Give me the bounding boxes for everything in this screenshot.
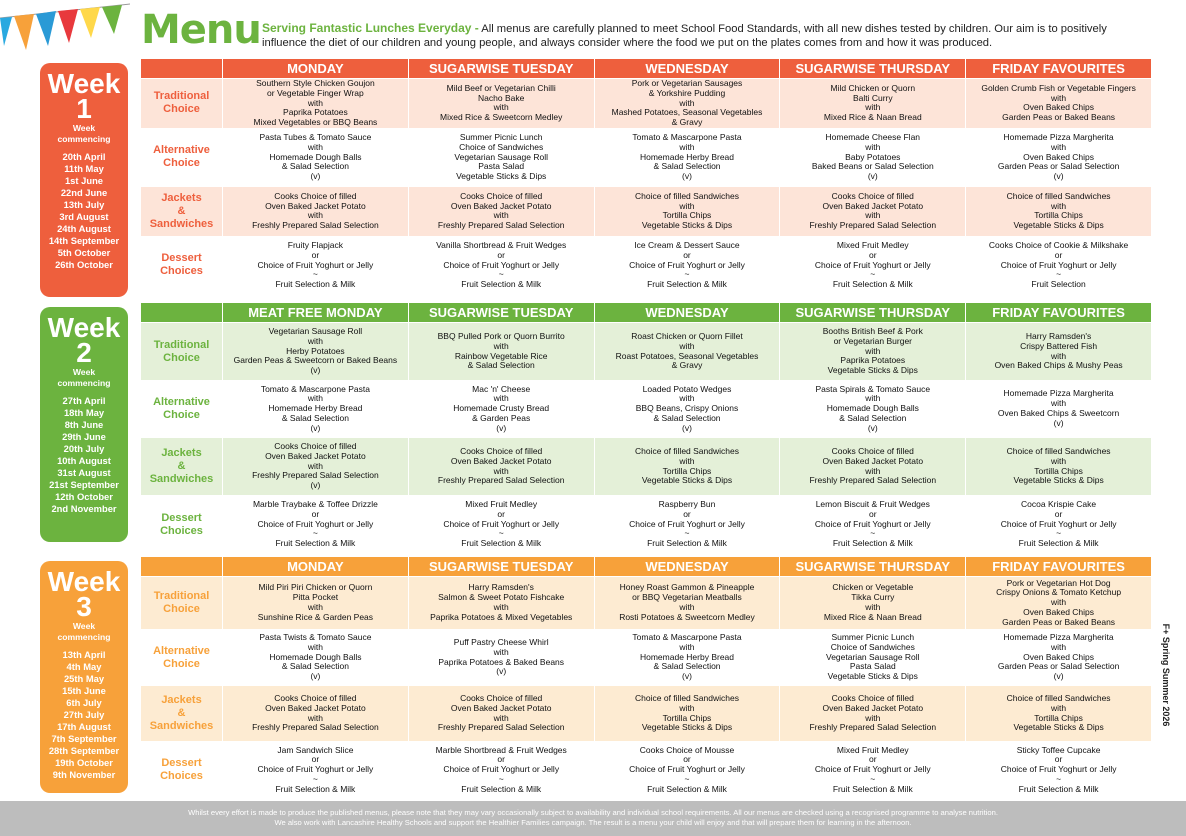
menu-cell: Choice of filled Sandwiches with Tortilla Chips Vegetable Sticks & Dips [966, 686, 1152, 742]
menu-cell: Pork or Vegetarian Sausages & Yorkshire Pudding with Mashed Potatoes, Seasonal Vegetables & Gravy [594, 79, 780, 129]
menu-row [141, 186, 1152, 236]
intro-body: All menus are carefully planned to meet School Food Standards, with all new dishes tested by children. Our aim is to positively influence the diet of our children and young people, and always consider where the food we put on the plates comes from and how it was produced. [262, 23, 1107, 49]
week-date: 19th October [55, 757, 113, 768]
week-number: 1 [76, 93, 92, 124]
menu-cell: Tomato & Mascarpone Pasta with Homemade Herby Bread & Salad Selection (v) [594, 630, 780, 686]
week-date: 24th August [57, 223, 111, 234]
week-date: 15th June [62, 685, 106, 696]
week-date: 26th October [55, 259, 113, 270]
menu-cell: Homemade Pizza Margherita with Oven Baked Chips Garden Peas or Salad Selection (v) [966, 630, 1152, 686]
week-3-panel [40, 561, 128, 793]
week-date: 27th July [63, 709, 105, 720]
menu-cell: Choice of filled Sandwiches with Tortilla Chips Vegetable Sticks & Dips [594, 186, 780, 236]
menu-cell: Cooks Choice of Mousse or Choice of Fruit Yoghurt or Jelly ~ Fruit Selection & Milk [594, 742, 780, 799]
day-header: SUGARWISE TUESDAY [408, 303, 594, 323]
menu-cell: Sticky Toffee Cupcake or Choice of Fruit Yoghurt or Jelly ~ Fruit Selection & Milk [966, 742, 1152, 799]
week-2-panel [40, 307, 128, 542]
row-label: Alternative Choice [141, 630, 223, 686]
day-header-row [141, 59, 1152, 79]
menu-row [141, 742, 1152, 799]
day-header: MEAT FREE MONDAY [223, 303, 409, 323]
menu-cell: Homemade Pizza Margherita with Oven Baked Chips Garden Peas or Salad Selection (v) [966, 128, 1152, 186]
menu-cell: Ice Cream & Dessert Sauce or Choice of Fruit Yoghurt or Jelly ~ Fruit Selection & Milk [594, 236, 780, 294]
week-number: 3 [76, 591, 92, 622]
menu-cell: Harry Ramsden's Crispy Battered Fish with Oven Baked Chips & Mushy Peas [966, 323, 1152, 381]
week-date: 4th May [66, 661, 102, 672]
day-header: SUGARWISE TUESDAY [408, 59, 594, 79]
week-date: 12th October [55, 491, 113, 502]
season-label: F+ Spring Summer 2026 [1161, 623, 1171, 727]
row-label: Traditional Choice [141, 577, 223, 630]
menu-cell: Marble Traybake & Toffee Drizzle or Choice of Fruit Yoghurt or Jelly ~ Fruit Selection & Milk [223, 496, 409, 554]
menu-cell: Mild Chicken or Quorn Balti Curry with Mixed Rice & Naan Bread [780, 79, 966, 129]
day-header: FRIDAY FAVOURITES [966, 59, 1152, 79]
week-date: 13th July [63, 199, 105, 210]
menu-cell: Mild Beef or Vegetarian Chilli Nacho Bake with Mixed Rice & Sweetcorn Medley [408, 79, 594, 129]
row-label: Dessert Choices [141, 742, 223, 799]
menu-cell: Loaded Potato Wedges with BBQ Beans, Crispy Onions & Salad Selection (v) [594, 381, 780, 438]
week-date: 17th August [57, 721, 111, 732]
menu-cell: Cooks Choice of filled Oven Baked Jacket Potato with Freshly Prepared Salad Selection [223, 686, 409, 742]
menu-cell: Choice of filled Sandwiches with Tortilla Chips Vegetable Sticks & Dips [594, 686, 780, 742]
row-label: Alternative Choice [141, 128, 223, 186]
menu-cell: Mac 'n' Cheese with Homemade Crusty Bread & Garden Peas (v) [408, 381, 594, 438]
week-date: 5th October [57, 247, 111, 258]
week-date: 8th June [64, 419, 104, 430]
menu-cell: Summer Picnic Lunch Choice of Sandwiches Vegetarian Sausage Roll Pasta Salad Vegetable Sticks & Dips [780, 630, 966, 686]
menu-row [141, 496, 1152, 554]
menu-cell: Honey Roast Gammon & Pineapple or BBQ Vegetarian Meatballs with Rosti Potatoes & Sweetcorn Medley [594, 577, 780, 630]
day-header: FRIDAY FAVOURITES [966, 557, 1152, 577]
menu-cell: Mild Piri Piri Chicken or Quorn Pitta Pocket with Sunshine Rice & Garden Peas [223, 577, 409, 630]
menu-cell: Cooks Choice of filled Oven Baked Jacket Potato with Freshly Prepared Salad Selection [780, 686, 966, 742]
row-label: Traditional Choice [141, 79, 223, 129]
menu-cell: Vegetarian Sausage Roll with Herby Potatoes Garden Peas & Sweetcorn or Baked Beans (v) [223, 323, 409, 381]
day-header: WEDNESDAY [594, 303, 780, 323]
menu-row [141, 323, 1152, 381]
menu-cell: Homemade Cheese Flan with Baby Potatoes Baked Beans or Salad Selection (v) [780, 128, 966, 186]
menu-cell: Harry Ramsden's Salmon & Sweet Potato Fishcake with Paprika Potatoes & Mixed Vegetables [408, 577, 594, 630]
day-header: SUGARWISE THURSDAY [780, 303, 966, 323]
week-1-panel [40, 63, 128, 297]
day-header: WEDNESDAY [594, 557, 780, 577]
week-date: 6th July [66, 697, 102, 708]
day-header: SUGARWISE TUESDAY [408, 557, 594, 577]
day-header-row [141, 303, 1152, 323]
menu-cell: Cooks Choice of filled Oven Baked Jacket Potato with Freshly Prepared Salad Selection [780, 438, 966, 496]
day-header: MONDAY [223, 59, 409, 79]
menu-cell: Marble Shortbread & Fruit Wedges or Choice of Fruit Yoghurt or Jelly ~ Fruit Selection & Milk [408, 742, 594, 799]
menu-cell: Booths British Beef & Pork or Vegetarian Burger with Paprika Potatoes Vegetable Sticks & Dips [780, 323, 966, 381]
menu-cell: Mixed Fruit Medley or Choice of Fruit Yoghurt or Jelly ~ Fruit Selection & Milk [408, 496, 594, 554]
week-date: 2nd November [51, 503, 117, 514]
row-label: Dessert Choices [141, 496, 223, 554]
menu-cell: Southern Style Chicken Goujon or Vegetable Finger Wrap with Paprika Potatoes Mixed Vegetables or BBQ Beans [223, 79, 409, 129]
week-date: 7th September [51, 733, 117, 744]
menu-cell: Cooks Choice of filled Oven Baked Jacket Potato with Freshly Prepared Salad Selection [408, 686, 594, 742]
menu-logo: Menu [141, 7, 261, 53]
menu-row [141, 686, 1152, 742]
week-date: 11th May [64, 163, 104, 174]
week-title: Week [47, 566, 121, 597]
menu-cell: Cooks Choice of filled Oven Baked Jacket Potato with Freshly Prepared Salad Selection [780, 186, 966, 236]
row-label: Dessert Choices [141, 236, 223, 294]
menu-cell: Vanilla Shortbread & Fruit Wedges or Choice of Fruit Yoghurt or Jelly ~ Fruit Selection & Milk [408, 236, 594, 294]
week-date: 27th April [62, 395, 106, 406]
row-label: Jackets & Sandwiches [141, 438, 223, 496]
week-date: 10th August [57, 455, 111, 466]
week-commencing-label: Week commencing [57, 621, 111, 642]
menu-cell: Tomato & Mascarpone Pasta with Homemade Herby Bread & Salad Selection (v) [594, 128, 780, 186]
menu-cell: Lemon Biscuit & Fruit Wedges or Choice of Fruit Yoghurt or Jelly ~ Fruit Selection & Milk [780, 496, 966, 554]
footer-line-1: Whilst every effort is made to produce the published menus, please note that they may vary occasionally subject to availability and individual school requirements. All our menus are checked using a recognised programme to analyse nutrition. [188, 808, 998, 817]
menu-cell: Choice of filled Sandwiches with Tortilla Chips Vegetable Sticks & Dips [594, 438, 780, 496]
day-header: WEDNESDAY [594, 59, 780, 79]
menu-cell: Tomato & Mascarpone Pasta with Homemade Herby Bread & Salad Selection (v) [223, 381, 409, 438]
week-date: 21st September [49, 479, 119, 490]
menu-row [141, 577, 1152, 630]
menu-cell: Cooks Choice of Cookie & Milkshake or Choice of Fruit Yoghurt or Jelly ~ Fruit Selection [966, 236, 1152, 294]
menu-cell: Cocoa Krispie Cake or Choice of Fruit Yoghurt or Jelly ~ Fruit Selection & Milk [966, 496, 1152, 554]
menu-cell: Cooks Choice of filled Oven Baked Jacket Potato with Freshly Prepared Salad Selection [408, 438, 594, 496]
week-date: 29th June [62, 431, 106, 442]
week-date: 13th April [62, 649, 106, 660]
row-label: Jackets & Sandwiches [141, 186, 223, 236]
menu-row [141, 438, 1152, 496]
menu-cell: Golden Crumb Fish or Vegetable Fingers with Oven Baked Chips Garden Peas or Baked Beans [966, 79, 1152, 129]
day-header: FRIDAY FAVOURITES [966, 303, 1152, 323]
week-date: 9th November [52, 769, 116, 780]
footer-line-2: We also work with Lancashire Healthy Schools and support the Healthier Families campaign. The result is a menu your child will enjoy and that will prepare them for learning in the afternoon. [274, 818, 912, 827]
row-label: Jackets & Sandwiches [141, 686, 223, 742]
day-header: SUGARWISE THURSDAY [780, 59, 966, 79]
week-1-menu-table [140, 58, 1152, 295]
footer-disclaimer [0, 801, 1186, 836]
week-date: 18th May [63, 407, 105, 418]
menu-cell: Raspberry Bun or Choice of Fruit Yoghurt or Jelly ~ Fruit Selection & Milk [594, 496, 780, 554]
intro-heading: Serving Fantastic Lunches Everyday - [262, 21, 479, 35]
week-date: 22nd June [60, 187, 108, 198]
week-date: 31st August [57, 467, 111, 478]
menu-cell: Cooks Choice of filled Oven Baked Jacket Potato with Freshly Prepared Salad Selection (v) [223, 438, 409, 496]
menu-cell: Choice of filled Sandwiches with Tortilla Chips Vegetable Sticks & Dips [966, 186, 1152, 236]
week-title: Week [47, 312, 121, 343]
menu-cell: Pasta Twists & Tomato Sauce with Homemade Dough Balls & Salad Selection (v) [223, 630, 409, 686]
menu-row [141, 128, 1152, 186]
week-date: 14th September [48, 235, 120, 246]
day-header: SUGARWISE THURSDAY [780, 557, 966, 577]
week-date: 3rd August [59, 211, 109, 222]
row-label: Traditional Choice [141, 323, 223, 381]
menu-cell: Pork or Vegetarian Hot Dog Crispy Onions & Tomato Ketchup with Oven Baked Chips Garden Peas or Baked Beans [966, 577, 1152, 630]
day-header-row [141, 557, 1152, 577]
menu-cell: Cooks Choice of filled Oven Baked Jacket Potato with Freshly Prepared Salad Selection [223, 186, 409, 236]
week-date: 1st June [64, 175, 104, 186]
week-date: 28th September [48, 745, 120, 756]
week-date: 20th April [62, 151, 106, 162]
menu-cell: Choice of filled Sandwiches with Tortilla Chips Vegetable Sticks & Dips [966, 438, 1152, 496]
week-commencing-label: Week commencing [57, 367, 111, 388]
menu-cell: Homemade Pizza Margherita with Oven Baked Chips & Sweetcorn (v) [966, 381, 1152, 438]
menu-cell: Jam Sandwich Slice or Choice of Fruit Yoghurt or Jelly ~ Fruit Selection & Milk [223, 742, 409, 799]
menu-row [141, 630, 1152, 686]
week-title: Week [47, 68, 121, 99]
week-number: 2 [76, 337, 92, 368]
week-2-menu-table [140, 302, 1152, 554]
menu-row [141, 236, 1152, 294]
menu-cell: Pasta Spirals & Tomato Sauce with Homemade Dough Balls & Salad Selection (v) [780, 381, 966, 438]
menu-cell: Mixed Fruit Medley or Choice of Fruit Yoghurt or Jelly ~ Fruit Selection & Milk [780, 236, 966, 294]
menu-cell: Fruity Flapjack or Choice of Fruit Yoghurt or Jelly ~ Fruit Selection & Milk [223, 236, 409, 294]
week-3-menu-table [140, 556, 1152, 799]
bunting-decoration [0, 0, 130, 60]
week-date: 20th July [63, 443, 105, 454]
menu-cell: Chicken or Vegetable Tikka Curry with Mixed Rice & Naan Bread [780, 577, 966, 630]
menu-row [141, 79, 1152, 129]
intro-text [262, 21, 1152, 50]
week-commencing-label: Week commencing [57, 123, 111, 144]
menu-cell: Puff Pastry Cheese Whirl with Paprika Potatoes & Baked Beans (v) [408, 630, 594, 686]
day-header: MONDAY [223, 557, 409, 577]
menu-row [141, 381, 1152, 438]
menu-cell: Cooks Choice of filled Oven Baked Jacket Potato with Freshly Prepared Salad Selection [408, 186, 594, 236]
menu-cell: Mixed Fruit Medley or Choice of Fruit Yoghurt or Jelly ~ Fruit Selection & Milk [780, 742, 966, 799]
menu-cell: BBQ Pulled Pork or Quorn Burrito with Rainbow Vegetable Rice & Salad Selection [408, 323, 594, 381]
row-label: Alternative Choice [141, 381, 223, 438]
week-date: 25th May [63, 673, 105, 684]
menu-cell: Summer Picnic Lunch Choice of Sandwiches Vegetarian Sausage Roll Pasta Salad Vegetable Sticks & Dips [408, 128, 594, 186]
menu-cell: Pasta Tubes & Tomato Sauce with Homemade Dough Balls & Salad Selection (v) [223, 128, 409, 186]
menu-cell: Roast Chicken or Quorn Fillet with Roast Potatoes, Seasonal Vegetables & Gravy [594, 323, 780, 381]
